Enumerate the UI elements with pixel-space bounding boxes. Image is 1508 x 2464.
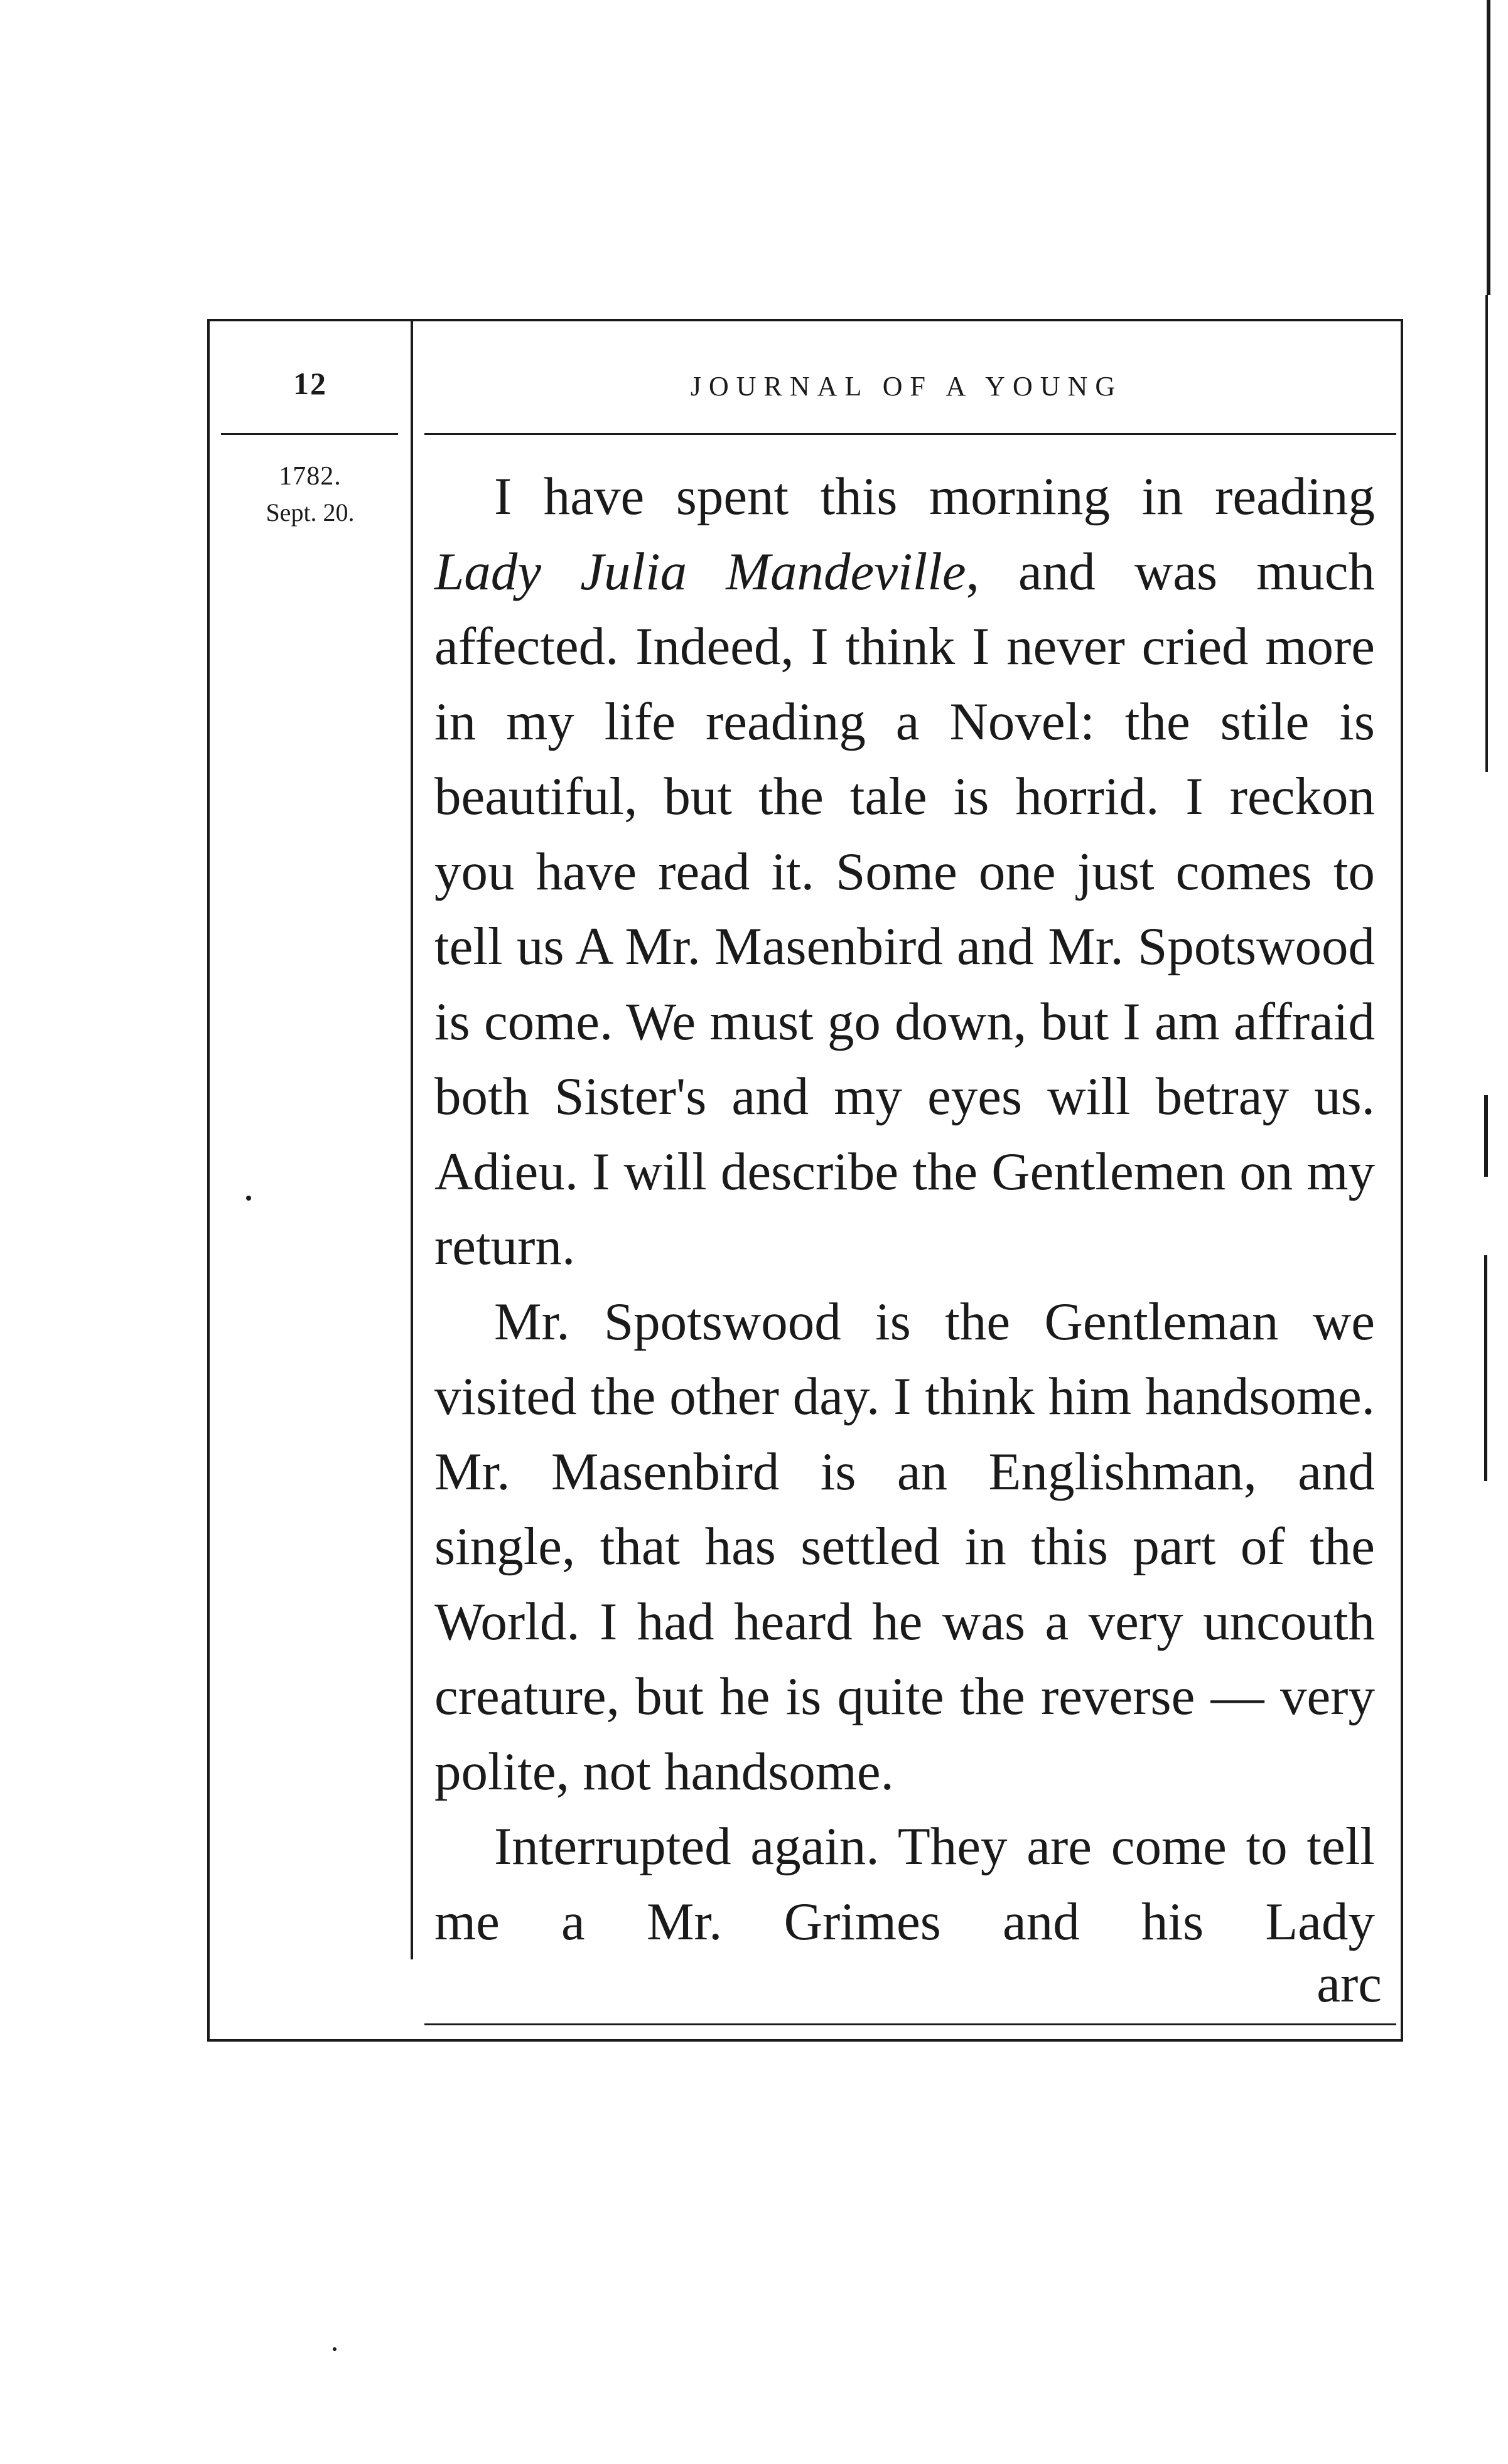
paragraph-1 (434, 459, 1375, 1285)
catchword: arc (1317, 1954, 1382, 2013)
text-segment: I have spent this morning in reading (494, 467, 1375, 526)
margin-rule (411, 321, 413, 1959)
page-edge-mark (1484, 1255, 1487, 1481)
header-rule-left (221, 433, 398, 435)
text-segment: Interrupted again. They are come to tell me a Mr. Grimes and his Lady (434, 1817, 1375, 1951)
bottom-rule (424, 2023, 1396, 2025)
text-segment: Mr. Spotswood is the Gentleman we visited the other day. I think him handsome. Mr. Masenbird is an Englishman, and single, that has settled in this part of the World. I had heard he was a very uncouth creature, but he is quite the reverse — very polite, not handsome. (434, 1292, 1375, 1801)
margin-note-date: Sept. 20. (266, 498, 355, 527)
page-edge-mark (1487, 0, 1490, 295)
paragraph-2 (434, 1285, 1375, 1810)
stray-dot (246, 1196, 251, 1201)
text-segment: , and was much affected. Indeed, I think I never cried more in my life reading a Novel: the stile is beautiful, but the tale is horrid. I reckon you have read it. Some one just comes to tell us A Mr. Masenbird and Mr. Spotswood is come. We must go down, but I am affraid both Sister's and my eyes will betray us. Adieu. I will describe the Gentlemen on my return. (434, 542, 1376, 1276)
running-head: JOURNAL OF A YOUNG (690, 371, 1123, 402)
page-edge-mark (1485, 295, 1488, 772)
page-edge-mark (1484, 1095, 1488, 1177)
paragraph-3 (434, 1809, 1375, 1959)
margin-note-year: 1782. (279, 462, 342, 491)
margin-note (210, 458, 411, 531)
page-frame (207, 319, 1403, 2042)
page-number: 12 (293, 366, 327, 401)
book-title: Lady Julia Mandeville (434, 542, 966, 601)
body-text (434, 459, 1375, 1959)
header-rule-right (424, 433, 1396, 435)
stray-dot (333, 2347, 337, 2351)
